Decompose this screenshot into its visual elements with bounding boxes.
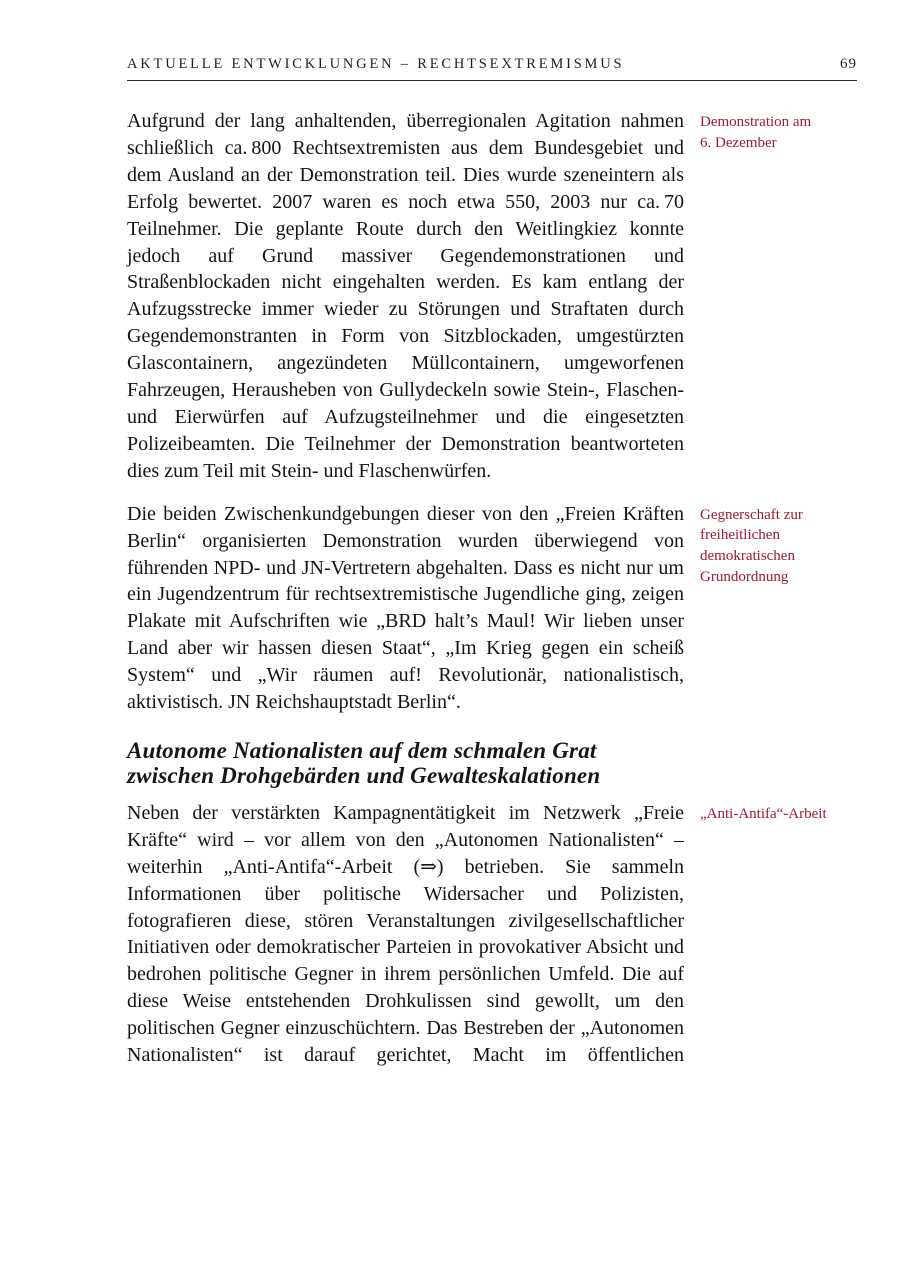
margin-note-line: Gegnerschaft zur (700, 506, 803, 523)
section-heading-line: zwischen Drohgebärden und Gewalteskalationen (127, 762, 601, 788)
margin-note-line: demokratischen (700, 548, 795, 565)
page-number: 69 (840, 56, 857, 72)
page-header (127, 56, 857, 81)
paragraph-anti-antifa: Neben der verstärkten Kampagnentätigkeit im Netzwerk „Freie Kräfte“ wird – vor allem von den „Autonomen Nationalisten“ – weiterhin „Anti-Antifa“-Arbeit (⇒) betrieben. Sie sammeln Informationen über politische Widersacher und Polizisten, fotografieren diese, stören Veranstaltungen zivilgesellschaftlicher Initiativen oder demokratischer Parteien in provokativer Absicht und bedrohen politische Gegner in ihrem persönlichen Umfeld. Die auf diese Weise entstehenden Drohkulissen sind gewollt, um den politischen Gegner einzuschüchtern. Das Bestreben der „Autonomen Nationalisten“ ist darauf gerichtet, Macht im öffentlichen (127, 801, 684, 1067)
paragraph-row-1 (127, 108, 857, 485)
paragraph-row-3 (127, 800, 857, 1069)
paragraph-zwischenkundgebungen: Die beiden Zwischenkundgebungen dieser von den „Freien Kräften Berlin“ organisierten Demonstration wurden überwiegend von führenden NPD- und JN-Vertretern abgehalten. Dass es nicht nur um ein Jugendzentrum für rechtsextremistische Jugendliche ging, zeigen Plakate mit Aufschriften wie „BRD halt’s Maul! Wir lieben unser Land aber wir hassen diesen Staat“, „Im Krieg gegen ein scheiß System“ und „Wir räumen auf! Revolutionär, nationalistisch, aktivistisch. JN Reichshauptstadt Berlin“. (127, 502, 684, 714)
margin-note-anti-antifa (700, 800, 857, 825)
margin-note-line: „Anti-Antifa“-Arbeit (700, 805, 827, 822)
margin-note-line: freiheitlichen (700, 527, 780, 544)
margin-note-demonstration (700, 108, 857, 154)
section-heading-line: Autonome Nationalisten auf dem schmalen Grat (127, 737, 597, 763)
page-content (127, 108, 857, 1069)
section-heading (127, 738, 684, 788)
margin-note-line: Demonstration am (700, 114, 812, 130)
running-head: AKTUELLE ENTWICKLUNGEN – RECHTSEXTREMISMUS (127, 56, 625, 72)
paragraph-row-2 (127, 501, 857, 716)
margin-note-line: Grundordnung (700, 569, 789, 586)
paragraph-demonstration: Aufgrund der lang anhaltenden, überregionalen Agitation nahmen schließlich ca. 800 Rechtsextremisten aus dem Bundesgebiet und dem Ausland an der Demonstration teil. Dies wurde szeneintern als Erfolg bewertet. 2007 waren es noch etwa 550, 2003 nur ca. 70 Teilnehmer. Die geplante Route durch den Weitlingkiez konnte jedoch auf Grund massiver Gegendemonstrationen und Straßenblockaden nicht eingehalten werden. Es kam entlang der Aufzugsstrecke immer wieder zu Störungen und Straftaten durch Gegendemonstranten in Form von Sitzblockaden, umgestürzten Glascontainern, angezündeten Müllcontainern, umgeworfenen Fahrzeugen, Herausheben von Gullydeckeln sowie Stein-, Flaschen- und Eierwürfen auf Aufzugsteilnehmer und die eingesetzten Polizeibeamten. Die Teilnehmer der Demonstration beantworteten dies zum Teil mit Stein- und Flaschenwürfen. (127, 110, 684, 482)
margin-note-gegnerschaft (700, 501, 857, 588)
margin-note-line: 6. Dezember (700, 134, 777, 151)
